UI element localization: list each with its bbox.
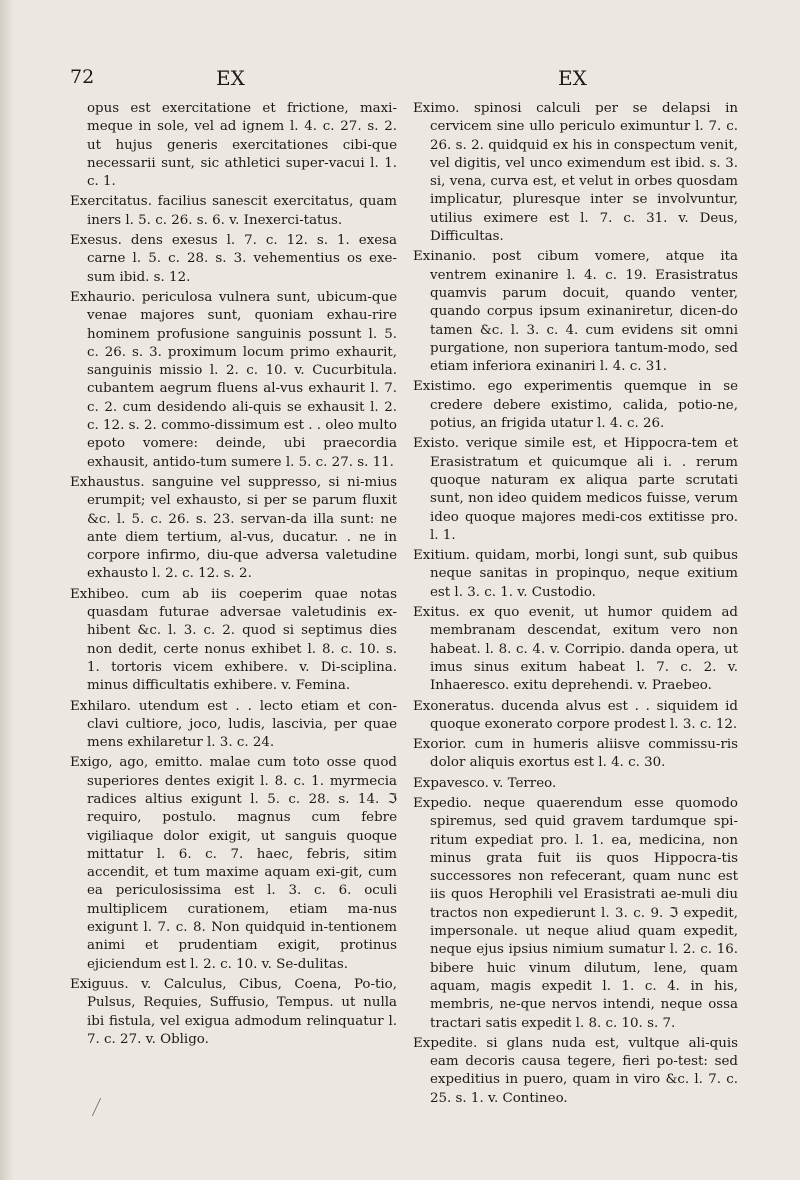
entry-headword: Exhilaro bbox=[70, 698, 127, 714]
entry-headword: Exercitatus bbox=[70, 194, 148, 210]
dictionary-entry bbox=[413, 378, 738, 433]
entry-headword: Exorior bbox=[413, 737, 463, 753]
margin-pen-mark bbox=[92, 1098, 109, 1116]
entry-text: . v. Terreo. bbox=[484, 775, 557, 791]
entry-text: . cum in humeris aliisve commissu-ris dolor aliquis exortus est l. 4. c. 30. bbox=[430, 737, 738, 771]
entry-headword: Exhaurio bbox=[70, 289, 132, 305]
entry-text: . sanguine vel suppresso, si ni-mius erumpit; vel exhausto, si per se parum fluxit &c. l. 5. c. 26. s. 23. servan-da illa sunt: ne ante diem tertium, al-vus, ducatur. . ne in corpore infirmo, diu-que adversa valetudine exhausto l. 2. c. 12. s. 2. bbox=[87, 474, 397, 582]
entry-headword: Exitus bbox=[413, 605, 456, 621]
entry-text: . cum ab iis coeperim quae notas quasdam futurae adversae valetudinis ex-hibent &c. l. 3. c. 2. quod si septimus dies non dedit, certe nonus exhibet l. 8. c. 10. s. 1. tortoris vicem exhibere. v. Di-sciplina. minus difficultatis exhibere. v. Femina. bbox=[87, 586, 397, 694]
entry-text: . ego experimentis quemque in se credere debere existimo, calida, potio-ne, potius, an frigida utatur l. 4. c. 26. bbox=[430, 379, 738, 432]
entry-headword: Expavesco bbox=[413, 775, 485, 791]
entry-text: . ducenda alvus est . . siquidem id quoque exonerato corpore prodest l. 3. c. 12. bbox=[430, 698, 738, 732]
dictionary-entry bbox=[413, 604, 738, 695]
entry-headword: Exhibeo bbox=[70, 586, 125, 602]
dictionary-entry bbox=[70, 232, 397, 287]
entry-headword: Existo bbox=[413, 436, 455, 452]
entry-text: . quidam, morbi, longi sunt, sub quibus neque sanitas in propinquo, neque exitium est l. 3. c. 1. v. Custodio. bbox=[430, 548, 738, 600]
entry-headword: Exhaustus bbox=[70, 474, 141, 490]
entry-text: . si glans nuda est, vultque ali-quis eam decoris causa tegere, fieri po-test: sed expeditius in puero, quam in viro &c. l. 7. c. 25. s. 1. v. Contineo. bbox=[430, 1035, 738, 1106]
entry-text: . neque quaerendum esse quomodo spiremus, sed quid gravem tardumque spi-ritum expediat pro. l. 1. ea, medicina, non minus grata fuit iis quos Hippocra-tis successores non refecerant, quam nunc est iis quos Herophili vel Erasistrati ae-muli diu tractos non expedierunt l. 3. c. 9. ℑ expedit, impersonale. ut neque aliud quam expedit, neque ejus ipsius nimium sumatur l. 2. c. 16. bibere huic vinum dilutum, lene, quam aquam, magis expedit l. 1. c. 4. in his, membris, ne-que nervos intendi, neque ossa tractari satis expedit l. 8. c. 10. s. 7. bbox=[430, 795, 738, 1031]
dictionary-entry bbox=[413, 547, 738, 602]
dictionary-entry bbox=[70, 100, 397, 191]
dictionary-entry bbox=[413, 248, 738, 376]
entry-text: . ex quo evenit, ut humor quidem ad membranam descendat, exitum vero non habeat. l. 8. c. 4. v. Corripio. danda opera, ut imus sinus exitum habeat l. 7. c. 2. v. Inhaeresco. exitu deprehendi. v. Praebeo. bbox=[430, 605, 738, 694]
entry-headword: Expedio bbox=[413, 795, 468, 811]
running-head-right: EX bbox=[558, 66, 587, 90]
dictionary-entry bbox=[413, 795, 738, 1033]
entry-text: . periculosa vulnera sunt, ubicum-que venae majores sunt, quoniam exhau-rire hominem profusione sanguinis possunt l. 5. c. 26. s. 3. proximum locum primo exhaurit, sanguinis missio l. 2. c. 10. v. Cucurbitula. cubantem aegrum fluens al-vus exhaurit l. 7. c. 2. cum desidendo ali-quis se exhausit l. 2. c. 12. s. 2. commo-dissimum est . . oleo multo epoto vomere: deinde, ubi praecordia exhausit, antido-tum sumere l. 5. c. 27. s. 11. bbox=[87, 289, 397, 470]
dictionary-entry bbox=[413, 435, 738, 545]
entry-text: . utendum est . . lecto etiam et con-clavi cultiore, joco, ludis, lascivia, per quae mens exhilaretur l. 3. c. 24. bbox=[87, 698, 397, 751]
dictionary-entry bbox=[70, 698, 397, 753]
dictionary-entry bbox=[70, 586, 397, 696]
entry-text: . dens exesus l. 7. c. 12. s. 1. exesa carne l. 5. c. 28. s. 3. vehementius os exe-sum ibid. s. 12. bbox=[87, 233, 397, 285]
left-column bbox=[70, 100, 397, 1051]
entry-text: . facilius sanescit exercitatus, quam iners l. 5. c. 26. s. 6. v. Inexerci-tatus. bbox=[87, 194, 397, 228]
dictionary-entry bbox=[70, 474, 397, 584]
entry-headword: Eximo bbox=[413, 101, 456, 116]
entry-headword: Existimo bbox=[413, 379, 472, 395]
dictionary-entry bbox=[413, 775, 738, 793]
entry-text: opus est exercitatione et frictione, maxi-meque in sole, vel ad ignem l. 4. c. 27. s. 2. ut hujus generis exercitationes cibi-que necessarii sunt, sic athletici super-vacui l. 1. c. 1. bbox=[87, 101, 397, 190]
dictionary-entry bbox=[70, 976, 397, 1049]
dictionary-entry bbox=[413, 1035, 738, 1108]
running-head-left: EX bbox=[216, 66, 245, 90]
entry-headword: Exitium bbox=[413, 548, 466, 564]
page-gutter bbox=[0, 0, 14, 1180]
entry-text: , ago, emitto. malae cum toto osse quod superiores dentes exigit l. 8. c. 1. myrmecia radices altius exigunt l. 5. c. 28. s. 14. ℑ requiro, postulo. magnus cum febre vigiliaque dolor exigit, ut sanguis quoque mittatur l. 6. c. 7. haec, febris, sitim accendit, et tum maxime aquam exi-git, cum ea periculosissima est l. 3. c. 6. oculi multiplicem curationem, etiam ma-nus exigunt l. 7. c. 8. Non quidquid in-tentionem animi et prudentiam exigit, protinus ejiciendum est l. 2. c. 10. v. Se-dulitas. bbox=[87, 755, 397, 972]
entry-text: . spinosi calculi per se delapsi in cervicem sine ullo periculo eximuntur l. 7. c. 26. s. 2. quidquid ex his in conspectum venit, vel digitis, vel unco eximendum est ibid. s. 3. si, vena, curva est, et velut in orbes quosdam implicatur, pluresque inter se involvuntur, utilius eximere est l. 7. c. 31. v. Deus, Difficultas. bbox=[430, 101, 738, 245]
right-column bbox=[413, 100, 738, 1110]
dictionary-entry bbox=[413, 736, 738, 773]
entry-text: . verique simile est, et Hippocra-tem et Erasistratum et quicumque ali i. . rerum quoque naturam ex aliqua parte scrutati sunt, non ideo quidem medicos fuisse, verum ideo quoque majores medi-cos extitisse pro. l. 1. bbox=[430, 436, 738, 543]
entry-headword: Exiguus bbox=[70, 976, 125, 992]
dictionary-entry bbox=[70, 754, 397, 974]
entry-headword: Exoneratus bbox=[413, 698, 491, 714]
dictionary-entry bbox=[70, 193, 397, 230]
entry-headword: Exigo bbox=[70, 755, 109, 771]
dictionary-entry bbox=[413, 100, 738, 246]
entry-text: . post cibum vomere, atque ita ventrem exinanire l. 4. c. 19. Erasistratus quamvis parum docuit, quando venter, quando corpus ipsum exinaniretur, dicen-do tamen &c. l. 3. c. 4. cum evidens sit omni purgatione, non superiora tantum-modo, sed etiam inferiora exinaniri l. 4. c. 31. bbox=[430, 249, 738, 375]
entry-headword: Expedite bbox=[413, 1035, 473, 1051]
dictionary-entry bbox=[70, 289, 397, 472]
entry-headword: Exesus bbox=[70, 233, 118, 249]
dictionary-entry bbox=[413, 698, 738, 735]
entry-text: . v. Calculus, Cibus, Coena, Po-tio, Pulsus, Requies, Suffusio, Tempus. ut nulla ibi fistula, vel exigua admodum relinquatur l. 7. c. 27. v. Obligo. bbox=[87, 976, 397, 1047]
entry-headword: Exinanio bbox=[413, 249, 472, 265]
page-number: 72 bbox=[70, 66, 95, 88]
